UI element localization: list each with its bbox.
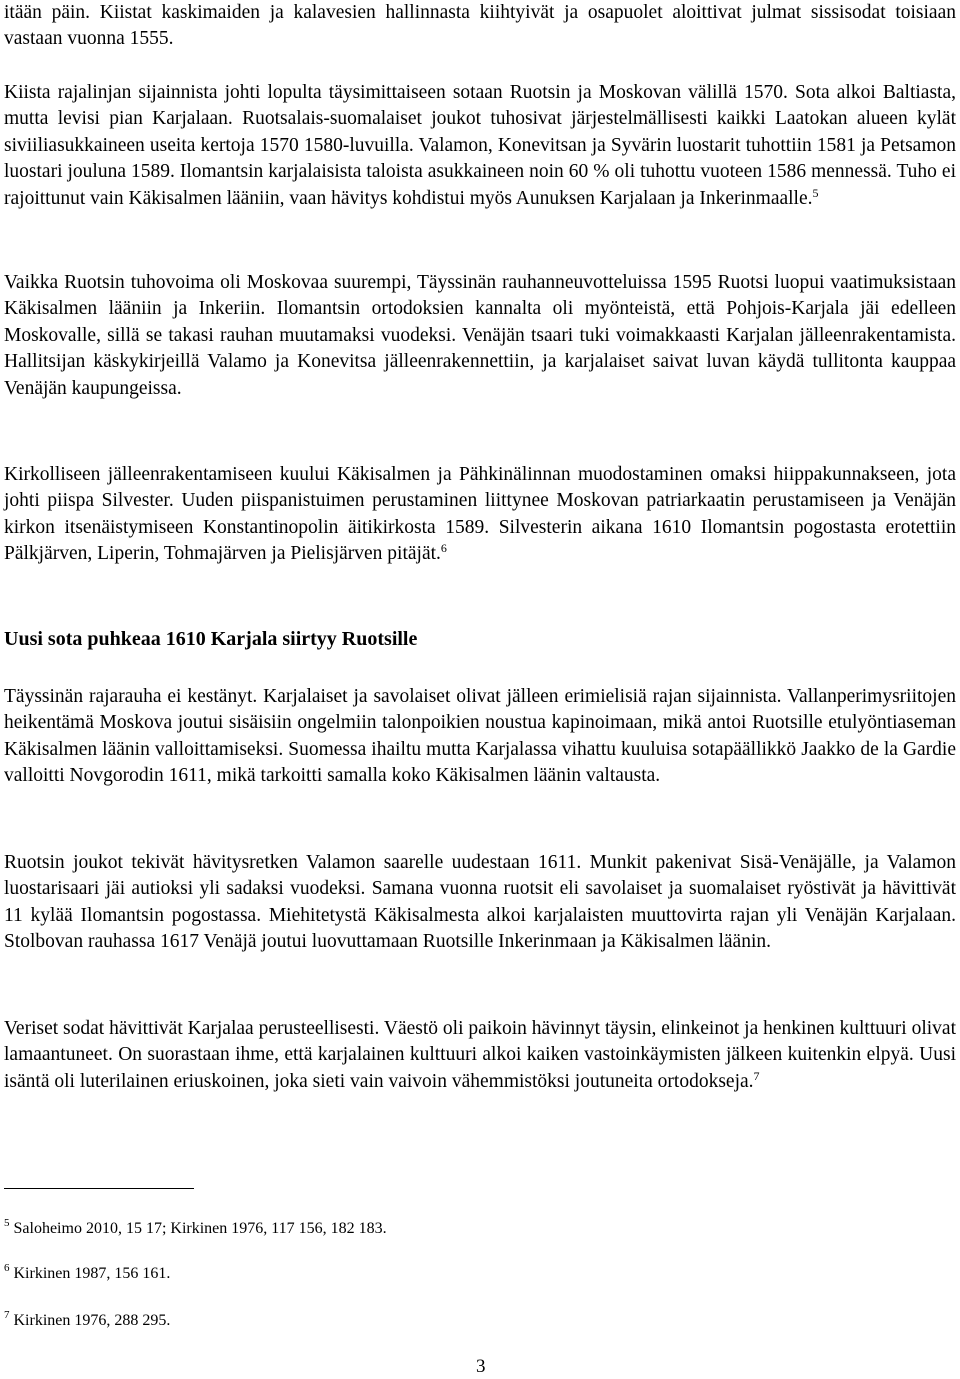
footnote-5-number: 5 [4,1217,10,1229]
paragraph-6 [4,850,956,956]
footnote-5-text: Saloheimo 2010, 15 17; Kirkinen 1976, 117 156, 182 183. [13,1220,387,1237]
footnote-ref-7[interactable]: 7 [753,1068,760,1083]
paragraph-2 [4,80,956,212]
footnote-ref-5[interactable]: 5 [812,185,819,200]
footnote-7-number: 7 [4,1309,10,1321]
paragraph-1 [4,0,956,53]
footnote-5 [4,1219,387,1239]
paragraph-3 [4,270,956,402]
paragraph-3-text: Vaikka Ruotsin tuhovoima oli Moskovaa suurempi, Täyssinän rauhanneuvotteluissa 1595 Ruotsi luopui vaatimuksistaan Käkisalmen lääniin ja Inkeriin. Ilomantsin ortodoksien kannalta oli myönteistä, että Pohjois-Karjala jäi edelleen Moskovalle, sillä se takasi rauhan muutamaksi vuodeksi. Venäjän tsaari tuki voimakkaasti Karjalan jälleenrakentamista. Hallitsijan käskykirjeillä Valamo ja Konevitsa jälleenrakennettiin, ja karjalaiset saivat luvan käydä tullitonta kauppaa Venäjän kaupungeissa. [4,272,956,399]
footnote-divider [4,1188,194,1189]
footnote-6-text: Kirkinen 1987, 156 161. [13,1265,171,1282]
paragraph-6-text: Ruotsin joukot tekivät hävitysretken Valamon saarelle uudestaan 1611. Munkit pakenivat Sisä-Venäjälle, ja Valamon luostarisaari jäi autioksi yli sadaksi vuodeksi. Samana vuonna ruotsit eli savolaiset ja suomalaiset ryöstivät ja hävittivät 11 kylää Ilomantsin pogostassa. Miehitetystä Käkisalmesta alkoi karjalaisten muuttovirta rajan yli Venäjän Karjalaan. Stolbovan rauhassa 1617 Venäjä joutui luovuttamaan Ruotsille Inkerinmaan ja Käkisalmen läänin. [4,852,956,953]
footnote-ref-6[interactable]: 6 [440,541,447,556]
footnote-7-text: Kirkinen 1976, 288 295. [13,1312,171,1329]
page-number: 3 [476,1356,486,1377]
paragraph-1-text: itään päin. Kiistat kaskimaiden ja kalavesien hallinnasta kiihtyivät ja osapuolet aloittivat julmat sissisodat toisiaan vastaan vuonna 1555. [4,2,956,50]
paragraph-7-text: Veriset sodat hävittivät Karjalaa perusteellisesti. Väestö oli paikoin hävinnyt täysin, elinkeinot ja henkinen kulttuuri olivat lamaantuneet. On suorastaan ihme, että karjalainen kulttuuri alkoi kaiken vastoinkäymisten jälkeen kuitenkin elpyä. Uusi isäntä oli luterilainen eriuskoinen, joka sieti vain vaivoin vähemmistöksi joutuneita ortodokseja. [4,1018,956,1092]
paragraph-2-text: Kiista rajalinjan sijainnista johti lopulta täysimittaiseen sotaan Ruotsin ja Moskovan välillä 1570. Sota alkoi Baltiasta, mutta levisi pian Karjalaan. Ruotsalais-suomalaiset joukot tuhosivat järjestelmällisesti kaikki Laatokan alueen kylät siviiliasukkaineen useita kertoja 1570 1580-luvuilla. Valamon, Konevitsan ja Syvärin luostarit tuhottiin 1581 ja Petsamon luostari jouluna 1589. Ilomantsin karjalaisista taloista asukkaineen noin 60 % oli tuhottu vuoteen 1586 mennessä. Tuho ei rajoittunut vain Käkisalmen lääniin, vaan hävitys kohdistui myös Aunuksen Karjalaan ja Inkerinmaalle. [4,82,956,209]
paragraph-5-text: Täyssinän rajarauha ei kestänyt. Karjalaiset ja savolaiset olivat jälleen erimielisiä rajan sijainnista. Vallanperimysriitojen heikentämä Moskova joutui sisäisiin ongelmiin talonpoikien noustua kapinoimaan, mikä antoi Ruotsille etulyöntiaseman Käkisalmen läänin valloittamiseksi. Suomessa ihailtu mutta Karjalassa vihattu kuuluisa sotapäällikkö Jaakko de la Gardie valloitti Novgorodin 1611, mikä tarkoitti samalla koko Käkisalmen läänin valtausta. [4,686,956,787]
footnote-6 [4,1264,170,1284]
paragraph-5 [4,684,956,790]
paragraph-4-text: Kirkolliseen jälleenrakentamiseen kuului Käkisalmen ja Pähkinälinnan muodostaminen omaksi hiippakunnakseen, jota johti piispa Silvester. Uuden piispanistuimen perustaminen liittynee Moskovan patriarkaatin perustamiseen ja Venäjän kirkon itsenäistymiseen Konstantinopolin äitikirkosta 1589. Silvesterin aikana 1610 Ilomantsin pogostasta erotettiin Pälkjärven, Liperin, Tohmajärven ja Pielisjärven pitäjät. [4,464,956,565]
paragraph-7 [4,1016,956,1095]
paragraph-4 [4,462,956,568]
footnote-7 [4,1311,170,1331]
section-heading: Uusi sota puhkeaa 1610 Karjala siirtyy Ruotsille [4,628,418,650]
footnote-6-number: 6 [4,1262,10,1274]
